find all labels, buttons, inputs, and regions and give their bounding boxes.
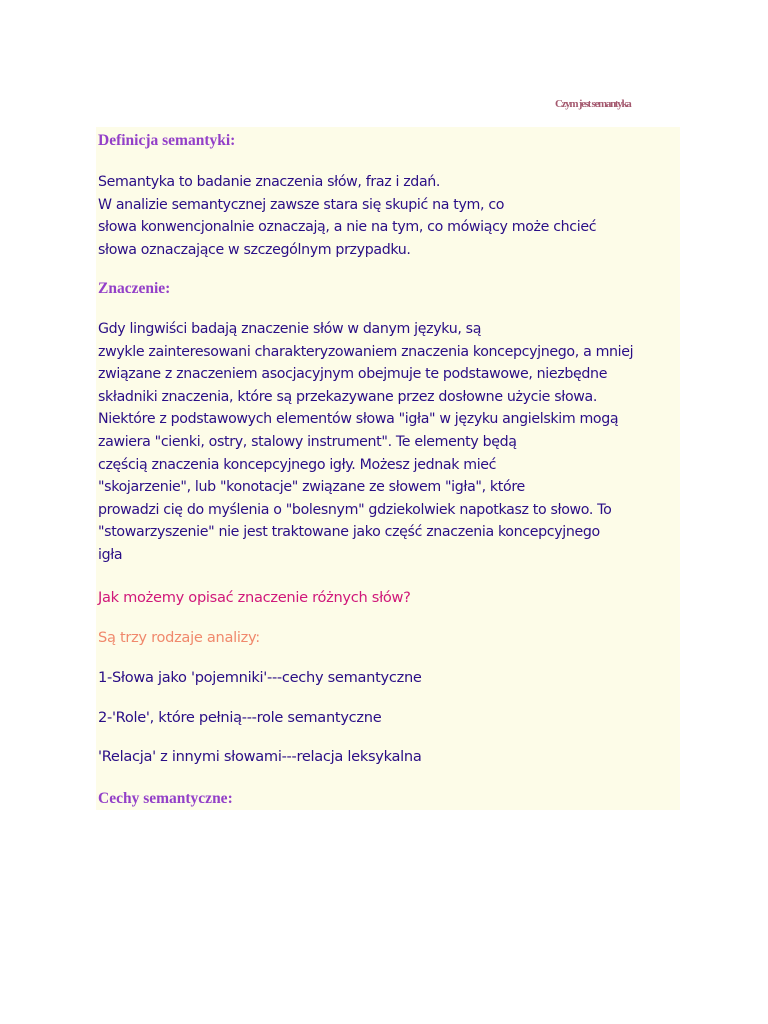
meaning-paragraph	[98, 318, 633, 567]
definition-paragraph	[98, 171, 596, 261]
meaning-line: Gdy lingwiści badają znaczenie słów w danym języku, są	[98, 321, 482, 337]
meaning-line: związane z znaczeniem asocjacyjnym obejmuje te podstawowe, niezbędne	[98, 366, 608, 383]
meaning-line: prowadzi cię do myślenia o "bolesnym" gdziekolwiek napotkasz to słowo. To	[98, 501, 612, 518]
meaning-line: składniki znaczenia, które są przekazywane przez dosłowne użycie słowa.	[98, 388, 598, 405]
definition-heading: Definicja semantyki:	[98, 132, 236, 149]
analysis-item-relations: 'Relacja' z innymi słowami---relacja leksykalna	[98, 748, 422, 765]
analysis-item-features: 1-Słowa jako 'pojemniki'---cechy semantyczne	[98, 669, 422, 686]
definition-line: słowa oznaczające w szczególnym przypadku.	[98, 241, 411, 258]
definition-line: Semantyka to badanie znaczenia słów, fraz i zdań.	[98, 174, 441, 190]
analysis-intro: Są trzy rodzaje analizy:	[98, 629, 260, 646]
meaning-heading: Znaczenie:	[98, 280, 171, 297]
document-title: Czym jest semantyka	[555, 98, 631, 110]
analysis-item-roles: 2-'Role', które pełnią---role semantyczne	[98, 709, 382, 726]
meaning-line: Niektóre z podstawowych elementów słowa "igła" w języku angielskim mogą	[98, 411, 619, 428]
content-panel	[96, 127, 680, 810]
definition-line: W analizie semantycznej zawsze stara się skupić na tym, co	[98, 196, 505, 213]
meaning-line: igła	[98, 546, 123, 563]
meaning-line: częścią znaczenia koncepcyjnego igły. Możesz jednak mieć	[98, 456, 497, 473]
definition-line: słowa konwencjonalnie oznaczają, a nie na tym, co mówiący może chcieć	[98, 219, 597, 236]
features-heading: Cechy semantyczne:	[98, 790, 233, 807]
meaning-line: zawiera "cienki, ostry, stalowy instrument". Te elementy będą	[98, 433, 517, 450]
meaning-line: "skojarzenie", lub "konotacje" związane ze słowem "igła", które	[98, 479, 525, 496]
question-line: Jak możemy opisać znaczenie różnych słów?	[98, 589, 411, 606]
meaning-line: zwykle zainteresowani charakteryzowaniem znaczenia koncepcyjnego, a mniej	[98, 343, 634, 360]
meaning-line: "stowarzyszenie" nie jest traktowane jako część znaczenia koncepcyjnego	[98, 524, 600, 541]
